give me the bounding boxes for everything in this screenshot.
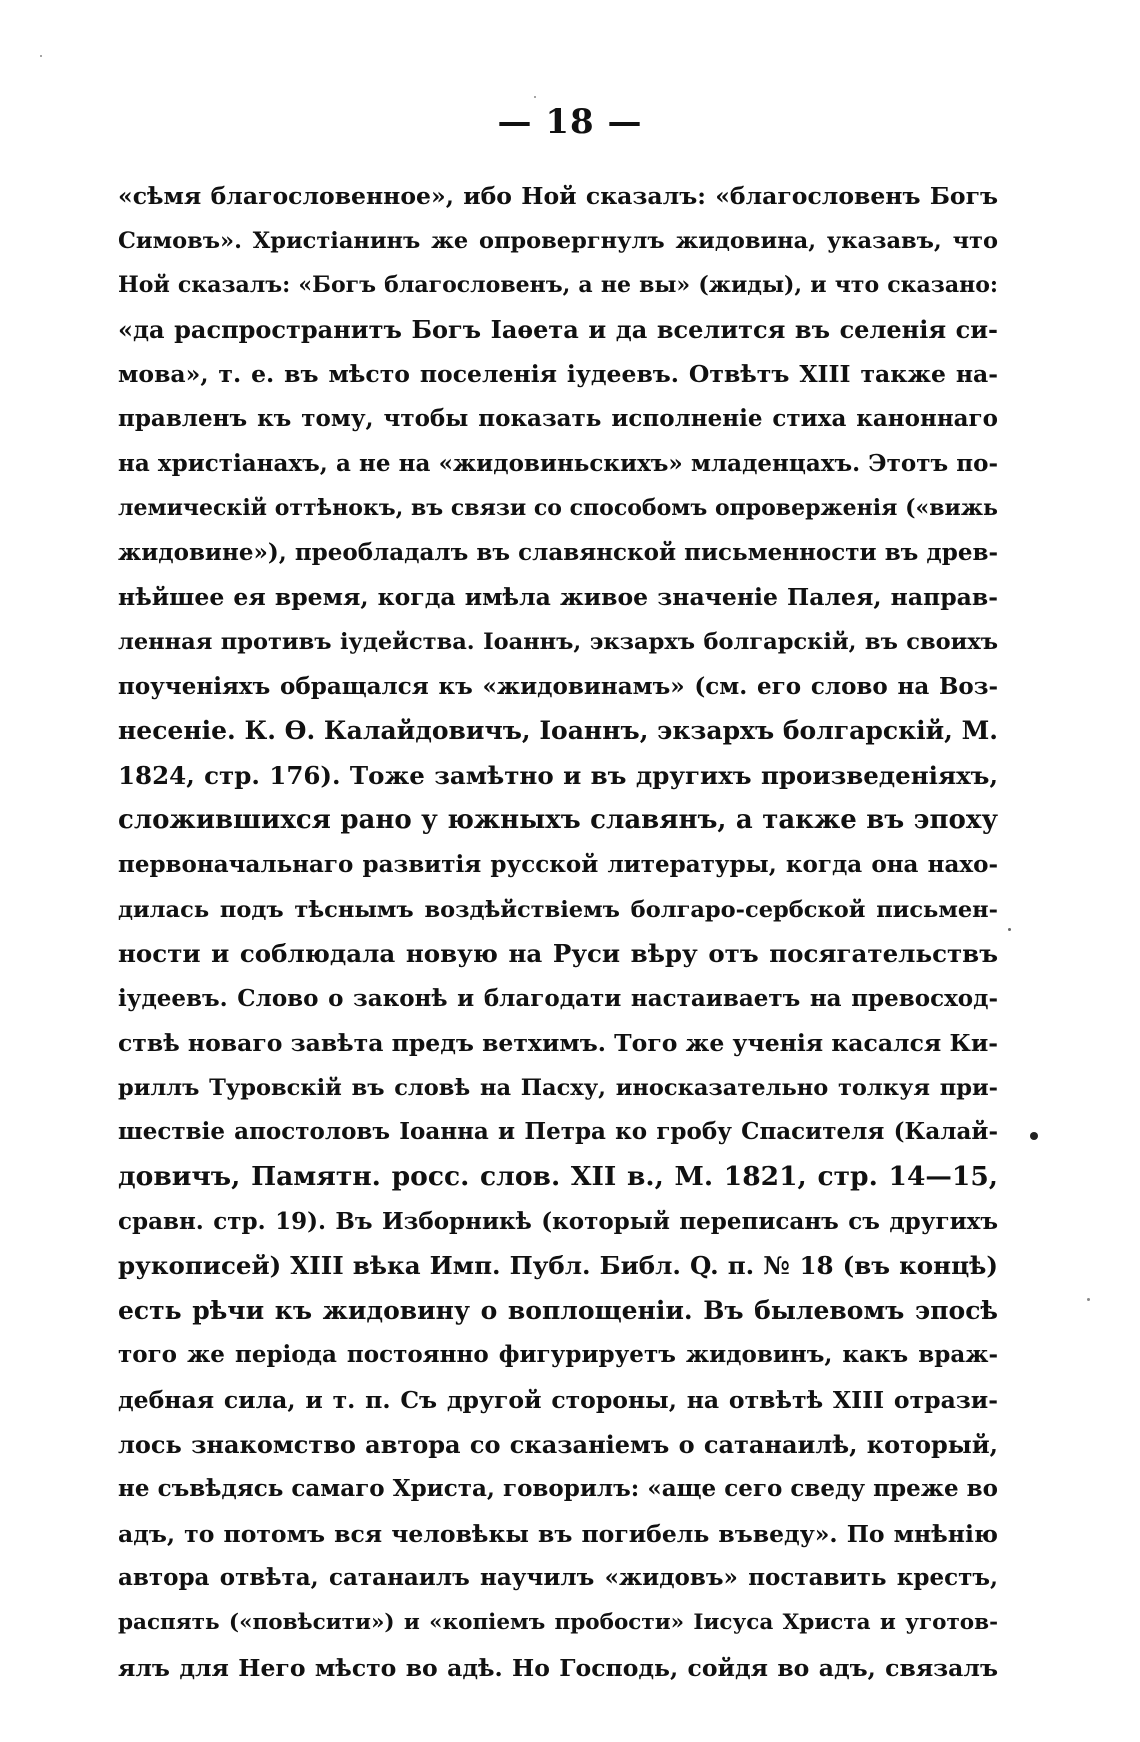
scan-speck — [534, 96, 536, 98]
text-line: Симовъ». Христіанинъ же опровергнулъ жидовина, указавъ, что — [118, 227, 998, 254]
text-line: автора отвѣта, сатанаилъ научилъ «жидовъ» поставить крестъ, — [118, 1564, 998, 1592]
text-line: 1824, стр. 176). Тоже замѣтно и въ другихъ произведеніяхъ, — [118, 760, 998, 790]
text-line: есть рѣчи къ жидовину о воплощеніи. Въ былевомъ эпосѣ — [118, 1295, 998, 1325]
text-line: на христіанахъ, а не на «жидовиньскихъ» младенцахъ. Этотъ по- — [118, 449, 998, 477]
text-line: дилась подъ тѣснымъ воздѣйствіемъ болгаро-сербской письмен- — [118, 896, 998, 923]
text-line: поученіяхъ обращался къ «жидовинамъ» (см. его слово на Воз- — [118, 672, 998, 700]
text-line: «да распространитъ Богъ Іаѳета и да вселится въ селенія си- — [118, 314, 998, 344]
text-line: адъ, то потомъ вся человѣкы въ погибель въведу». По мнѣнію — [118, 1519, 998, 1548]
text-line: лось знакомство автора со сказаніемъ о сатанаилѣ, который, — [118, 1429, 998, 1459]
text-line: «сѣмя благословенное», ибо Ной сказалъ: «благословенъ Богъ — [118, 182, 998, 210]
text-line: довичъ, Памятн. росс. слов. XII в., М. 1821, стр. 14—15, — [118, 1161, 998, 1193]
body-text — [118, 174, 998, 1690]
text-line: ности и соблюдала новую на Руси вѣру отъ посягательствъ — [118, 939, 998, 969]
text-line: нѣйшее ея время, когда имѣла живое значеніе Палея, направ- — [118, 583, 998, 612]
text-line: шествіе апостоловъ Іоанна и Петра ко гробу Спасителя (Калай- — [118, 1118, 998, 1146]
text-line: жидовине»), преобладалъ въ славянской письменности въ древ- — [118, 538, 998, 566]
text-line: того же періода постоянно фигурируетъ жидовинъ, какъ враж- — [118, 1341, 998, 1369]
scan-speck — [40, 55, 42, 57]
scan-speck — [1087, 1298, 1090, 1301]
text-line: Ной сказалъ: «Богъ благословенъ, а не вы» (жиды), и что сказано: — [118, 272, 998, 299]
text-line: мова», т. е. въ мѣсто поселенія іудеевъ. Отвѣтъ XIII также на- — [118, 360, 998, 389]
text-line: рукописей) XIII вѣка Имп. Публ. Библ. Q. п. № 18 (въ концѣ) — [118, 1251, 998, 1281]
page-number: — 18 — — [497, 102, 643, 142]
text-line: ялъ для Него мѣсто во адѣ. Но Господь, сойдя во адъ, связалъ — [118, 1653, 998, 1682]
text-line: первоначальнаго развитія русской литературы, когда она нахо- — [118, 850, 998, 878]
text-line: ствѣ новаго завѣта предъ ветхимъ. Того же ученія касался Ки- — [118, 1029, 998, 1058]
text-line: распять («повѣсити») и «копіемъ пробости» Іисуса Христа и уготов- — [118, 1610, 998, 1635]
text-line: іудеевъ. Слово о законѣ и благодати настаиваетъ на превосход- — [118, 984, 998, 1012]
scan-speck — [1008, 928, 1011, 931]
text-line: риллъ Туровскій въ словѣ на Пасху, иносказательно толкуя при- — [118, 1074, 998, 1101]
text-line: лемическій оттѣнокъ, въ связи со способомъ опроверженія («вижь — [118, 495, 998, 522]
text-line: правленъ къ тому, чтобы показать исполненіе стиха каноннаго — [118, 404, 998, 432]
text-line: ленная противъ іудейства. Іоаннъ, экзархъ болгарскій, въ своихъ — [118, 628, 998, 655]
scan-speck — [1030, 1132, 1038, 1140]
text-line: сложившихся рано у южныхъ славянъ, а также въ эпоху — [118, 805, 998, 836]
text-line: не съвѣдясь самаго Христа, говорилъ: «аще сего сведу преже во — [118, 1475, 998, 1503]
text-line: несеніе. К. Ѳ. Калайдовичъ, Іоаннъ, экзархъ болгарскій, М. — [118, 716, 998, 746]
text-line: сравн. стр. 19). Въ Изборникѣ (который переписанъ съ другихъ — [118, 1207, 998, 1235]
text-line: дебная сила, и т. п. Съ другой стороны, на отвѣтѣ XIII отрази- — [118, 1386, 998, 1415]
